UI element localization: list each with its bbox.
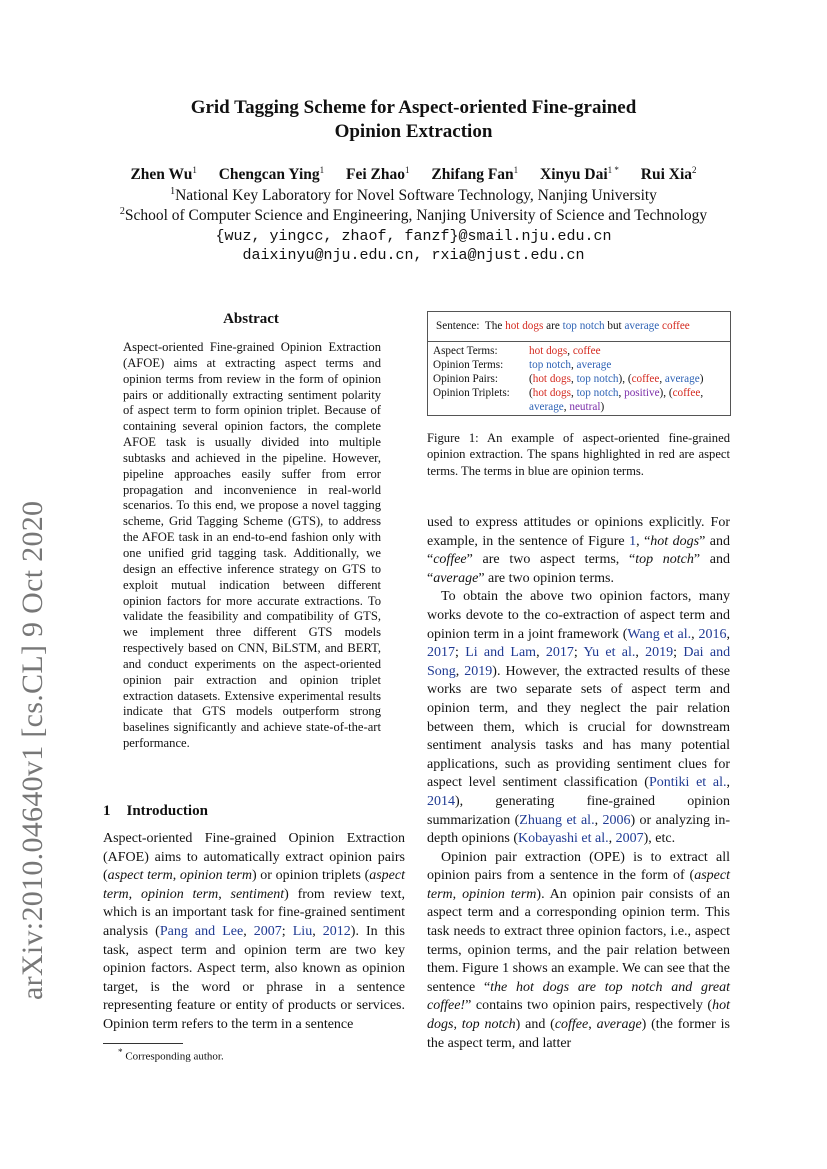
author: Fei Zhao$^1$ [346,165,410,184]
footnote-rule [103,1043,183,1044]
figure-row-aspect: Aspect Terms: hot dogs, coffee [433,345,601,357]
figure-1-caption: Figure 1: An example of aspect-oriented fine-grained opinion extraction. The spans highlighted in red are aspect terms. The terms in blue are opinion terms. [427,431,730,478]
author-list [0,165,827,184]
affiliation-1: $^1$National Key Laboratory for Novel Software Technology, Nanjing University [170,186,657,205]
email-line-2: daixinyu@nju.edu.cn, rxia@njust.edu.cn [242,247,585,264]
author: Chengcan Ying$^1$ [218,165,325,184]
intro-right-column: used to express attitudes or opinions explicitly. For example, in the sentence of Figure 1, “hot dogs” and “coffee” are two aspect terms, “top notch” and “average” are two opinion terms. To obtain the above two opinion factors, many works devote to the co-extraction of aspect term and opinion term in a joint framework (Wang et al., 2016, 2017; Li and Lam, 2017; Yu et al., 2019; Dai and Song, 2019). However, the extracted results of these works are two separate sets of aspect term and opinion term, and they neglect the pair relation between them, which is crucial for downstream sentiment analysis tasks and has many potential applications, such as providing sentiment clues for aspect level sentiment classification (Pontiki et al., 2014), generating fine-grained opinion summarization (Zhuang et al., 2006) or analyzing in-depth opinions (Kobayashi et al., 2007), etc. Opinion pair extraction (OPE) is to extract all opinion pairs from a sentence in the form of (aspect term, opinion term). An opinion pair consists of an aspect term and a corresponding opinion term. This task needs to extract three opinion factors, i.e., aspect terms, opinion terms, and the pair relation between them. Figure 1 shows an example. We can see that the sentence “the hot dogs are top notch and great coffee!” contains two opinion pairs, respectively (hot dogs, top notch) and (coffee, average) (the former is the aspect term, and latter [427,515,731,1051]
section-heading: 1 Introduction [103,803,208,819]
arxiv-stamp: arXiv:2010.04640v1 [cs.CL] 9 Oct 2020 [16,500,49,1000]
author: Zhen Wu$^1$ [130,165,197,184]
figure-divider [428,341,730,342]
title-line-2: Opinion Extraction [334,121,493,142]
author: Zhifang Fan$^1$ [431,165,519,184]
author: Rui Xia$^2$ [640,165,697,184]
affiliation-2: $^2$School of Computer Science and Engineering, Nanjing University of Science and Technology [119,206,708,225]
figure-1-box [427,311,731,416]
email-line-1: {wuz, yingcc, zhaof, fanzf}@smail.nju.edu.cn [215,228,612,245]
paper-title [0,96,827,144]
abstract-heading: Abstract [223,311,279,327]
figure-row-pairs: Opinion Pairs: (hot dogs, top notch), (coffee, average) [433,373,704,385]
abstract-text: Aspect-oriented Fine-grained Opinion Extraction (AFOE) aims at extracting aspect terms and opinion terms from review in the form of opinion pairs or additionally extracting sentiment polarity of aspect term to form opinion triplet. Because of containing several opinion factors, the complete AFOE task is usually divided into multiple subtasks and achieved in the pipeline. However, pipeline approaches easily suffer from error propagation and inconvenience in real-world scenarios. To this end, we propose a novel tagging scheme, Grid Tagging Scheme (GTS), to address the AFOE task in an end-to-end fashion only with one unified grid tagging task. Additionally, we design an effective inference strategy on GTS to exploit mutual indication between different opinion factors for more accurate extractions. To validate the feasibility and compatibility of GTS, we implement three different GTS models respectively based on CNN, BiLSTM, and BERT, and conduct experiments on the aspect-oriented opinion pair extraction and opinion triplet extraction datasets. Extensive experimental results indicate that GTS models outperform strong baselines significantly and achieve state-of-the-art performance. [123,340,381,751]
figure-sentence: Sentence: The hot dogs are top notch but average coffee [436,320,690,332]
title-line-1: Grid Tagging Scheme for Aspect-oriented Fine-grained [190,97,637,118]
footnote: * Corresponding author. [118,1047,224,1063]
intro-left-column: Aspect-oriented Fine-grained Opinion Extraction (AFOE) aims to automatically extract opinion pairs (aspect term, opinion term) or opinion triplets (aspect term, opinion term, sentiment) from review text, which is an important task for fine-grained sentiment analysis (Pang and Lee, 2007; Liu, 2012). In this task, aspect term and opinion term are two key opinion factors. Aspect term, also known as opinion target, is the word or phrase in a sentence representing feature or entity of products or services. Opinion term refers to the term in a sentence [103,831,405,1032]
figure-row-opinion: Opinion Terms: top notch, average [433,359,612,371]
author: Xinyu Dai$^{1 *}$ [540,165,619,184]
figure-row-triplets-cont: average, neutral) [529,401,605,413]
figure-row-triplets: Opinion Triplets: (hot dogs, top notch, positive), (coffee, [433,387,704,399]
